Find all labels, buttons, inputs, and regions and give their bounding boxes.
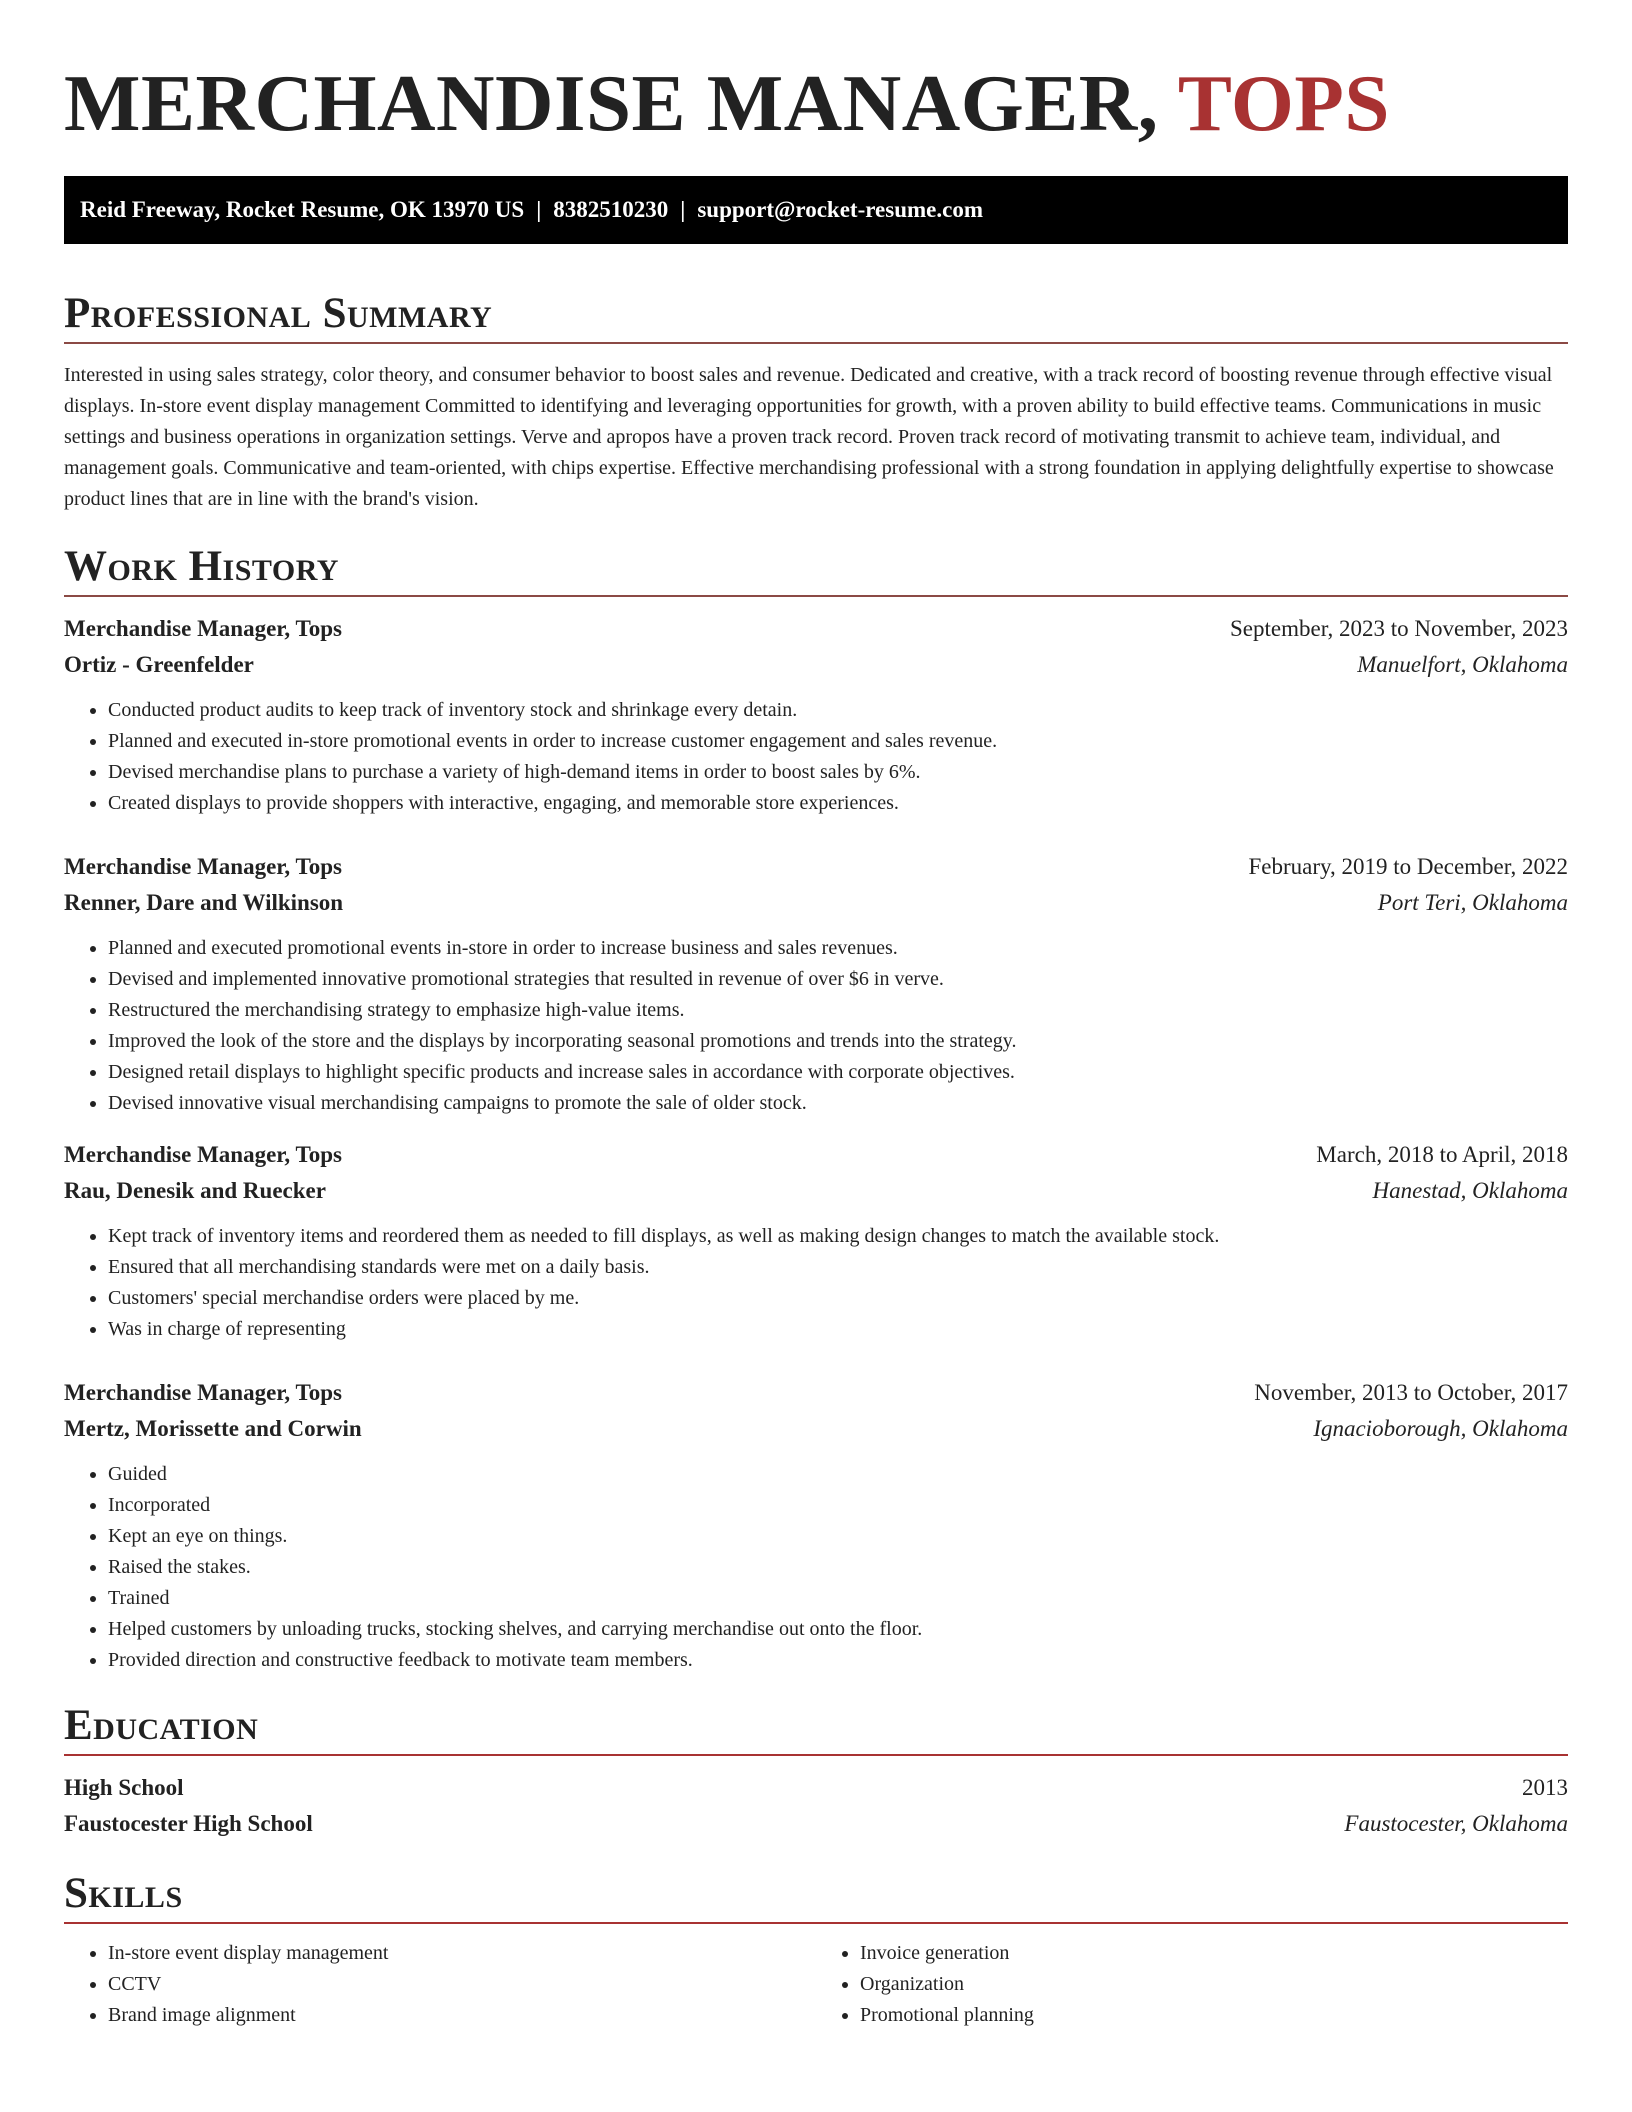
- job-title: Merchandise Manager, Tops: [64, 1380, 342, 1405]
- contact-bar: [64, 176, 1568, 244]
- education-location: Faustocester, Oklahoma: [1344, 1811, 1568, 1836]
- list-item: • Ensured that all merchandising standards were met on a daily basis.: [108, 1252, 1568, 1283]
- education-section: [64, 1700, 1568, 1842]
- education-entry: [64, 1770, 1568, 1842]
- title-main: MERCHANDISE MANAGER,: [64, 58, 1178, 148]
- job-header-row: [64, 1137, 1568, 1173]
- summary-section: [64, 288, 1568, 515]
- job-dates: February, 2019 to December, 2022: [1248, 854, 1568, 879]
- section-heading-work-history: Work History: [64, 543, 339, 590]
- list-item: • Planned and executed in-store promotional events in order to increase customer engagement and sales revenue.: [108, 726, 1568, 757]
- section-divider: [64, 342, 1568, 344]
- list-item: • Trained: [108, 1583, 1568, 1614]
- work-history-section: [64, 541, 1568, 1676]
- job-bullets: [64, 933, 1568, 1119]
- job-company-row: [64, 1173, 1568, 1209]
- contact-separator: |: [536, 197, 542, 222]
- list-item: • Improved the look of the store and the displays by incorporating seasonal promotions and trends into the strategy.: [108, 1026, 1568, 1057]
- skill-item: • Invoice generation: [860, 1938, 1568, 1969]
- skill-item: • Organization: [860, 1969, 1568, 2000]
- summary-text: Interested in using sales strategy, color theory, and consumer behavior to boost sales and revenue. Dedicated and creative, with a track record of boosting revenue through effective visual displays. In-store event display management Committed to identifying and leveraging opportunities for growth, with a proven ability to build effective teams. Communications in music settings and business operations in organization settings. Verve and apropos have a proven track record. Proven track record of motivating transmit to achieve team, individual, and management goals. Communicative and team-oriented, with chips expertise. Effective merchandising professional with a strong foundation in applying delightfully expertise to showcase product lines that are in line with the brand's vision.: [64, 364, 1554, 510]
- resume-title: [64, 0, 1568, 176]
- education-year: 2013: [1522, 1775, 1568, 1800]
- list-item: • Created displays to provide shoppers with interactive, engaging, and memorable store experiences.: [108, 788, 1568, 819]
- skill-item: • Promotional planning: [860, 2000, 1568, 2031]
- job-bullets: [64, 1221, 1568, 1345]
- job-location: Port Teri, Oklahoma: [1377, 890, 1568, 915]
- title-accent: TOPS: [1177, 58, 1390, 148]
- list-item: • Was in charge of representing: [108, 1314, 1568, 1345]
- list-item: • Restructured the merchandising strategy to emphasize high-value items.: [108, 995, 1568, 1026]
- job-title: Merchandise Manager, Tops: [64, 1142, 342, 1167]
- skill-item: • In-store event display management: [108, 1938, 816, 1969]
- job-location: Ignacioborough, Oklahoma: [1313, 1416, 1568, 1441]
- contact-address: Reid Freeway, Rocket Resume, OK 13970 US: [80, 197, 525, 222]
- skill-item: • Brand image alignment: [108, 2000, 816, 2031]
- skills-section: [64, 1868, 1568, 2031]
- skills-list-left: [64, 1938, 816, 2031]
- job-header-row: [64, 849, 1568, 885]
- job-bullets: [64, 1459, 1568, 1676]
- job-dates: September, 2023 to November, 2023: [1230, 616, 1568, 641]
- list-item: • Raised the stakes.: [108, 1552, 1568, 1583]
- list-item: • Devised merchandise plans to purchase a variety of high-demand items in order to boost sales by 6%.: [108, 757, 1568, 788]
- list-item: • Kept an eye on things.: [108, 1521, 1568, 1552]
- job-dates: March, 2018 to April, 2018: [1316, 1142, 1568, 1167]
- list-item: • Devised innovative visual merchandising campaigns to promote the sale of older stock.: [108, 1088, 1568, 1119]
- list-item: • Helped customers by unloading trucks, stocking shelves, and carrying merchandise out onto the floor.: [108, 1614, 1568, 1645]
- list-item: • Guided: [108, 1459, 1568, 1490]
- section-heading-summary: Professional Summary: [64, 290, 493, 337]
- skill-item: • CCTV: [108, 1969, 816, 2000]
- job-company-row: [64, 885, 1568, 921]
- contact-email[interactable]: support@rocket-resume.com: [697, 197, 983, 222]
- education-header-row: [64, 1770, 1568, 1806]
- list-item: • Customers' special merchandise orders were placed by me.: [108, 1283, 1568, 1314]
- job-dates: November, 2013 to October, 2017: [1254, 1380, 1568, 1405]
- contact-separator: |: [680, 197, 686, 222]
- job-entry: [64, 849, 1568, 1119]
- job-company: Renner, Dare and Wilkinson: [64, 890, 344, 915]
- job-header-row: [64, 1375, 1568, 1411]
- section-divider: [64, 1922, 1568, 1924]
- section-heading-education: Education: [64, 1702, 259, 1749]
- job-title: Merchandise Manager, Tops: [64, 616, 342, 641]
- contact-phone: 8382510230: [553, 197, 669, 222]
- job-title: Merchandise Manager, Tops: [64, 854, 342, 879]
- list-item: • Planned and executed promotional events in-store in order to increase business and sales revenues.: [108, 933, 1568, 964]
- skills-columns: [64, 1938, 1568, 2031]
- job-company: Ortiz - Greenfelder: [64, 652, 254, 677]
- job-company-row: [64, 1411, 1568, 1447]
- job-company: Rau, Denesik and Ruecker: [64, 1178, 326, 1203]
- job-entry: [64, 1375, 1568, 1676]
- list-item: • Devised and implemented innovative promotional strategies that resulted in revenue of over $6 in verve.: [108, 964, 1568, 995]
- section-divider: [64, 595, 1568, 597]
- list-item: • Designed retail displays to highlight specific products and increase sales in accordance with corporate objectives.: [108, 1057, 1568, 1088]
- job-company: Mertz, Morissette and Corwin: [64, 1416, 362, 1441]
- job-location: Hanestad, Oklahoma: [1372, 1178, 1568, 1203]
- skills-list-right: [816, 1938, 1568, 2031]
- job-location: Manuelfort, Oklahoma: [1357, 652, 1568, 677]
- job-company-row: [64, 647, 1568, 683]
- list-item: • Conducted product audits to keep track of inventory stock and shrinkage every detain.: [108, 695, 1568, 726]
- education-school-row: [64, 1806, 1568, 1842]
- job-entry: [64, 1137, 1568, 1345]
- list-item: • Kept track of inventory items and reordered them as needed to fill displays, as well as making design changes to match the available stock.: [108, 1221, 1568, 1252]
- list-item: • Provided direction and constructive feedback to motivate team members.: [108, 1645, 1568, 1676]
- job-bullets: [64, 695, 1568, 819]
- education-school: Faustocester High School: [64, 1811, 313, 1836]
- education-degree: High School: [64, 1775, 184, 1800]
- section-divider: [64, 1754, 1568, 1756]
- job-header-row: [64, 611, 1568, 647]
- list-item: • Incorporated: [108, 1490, 1568, 1521]
- section-heading-skills: Skills: [64, 1870, 183, 1917]
- job-entry: [64, 611, 1568, 819]
